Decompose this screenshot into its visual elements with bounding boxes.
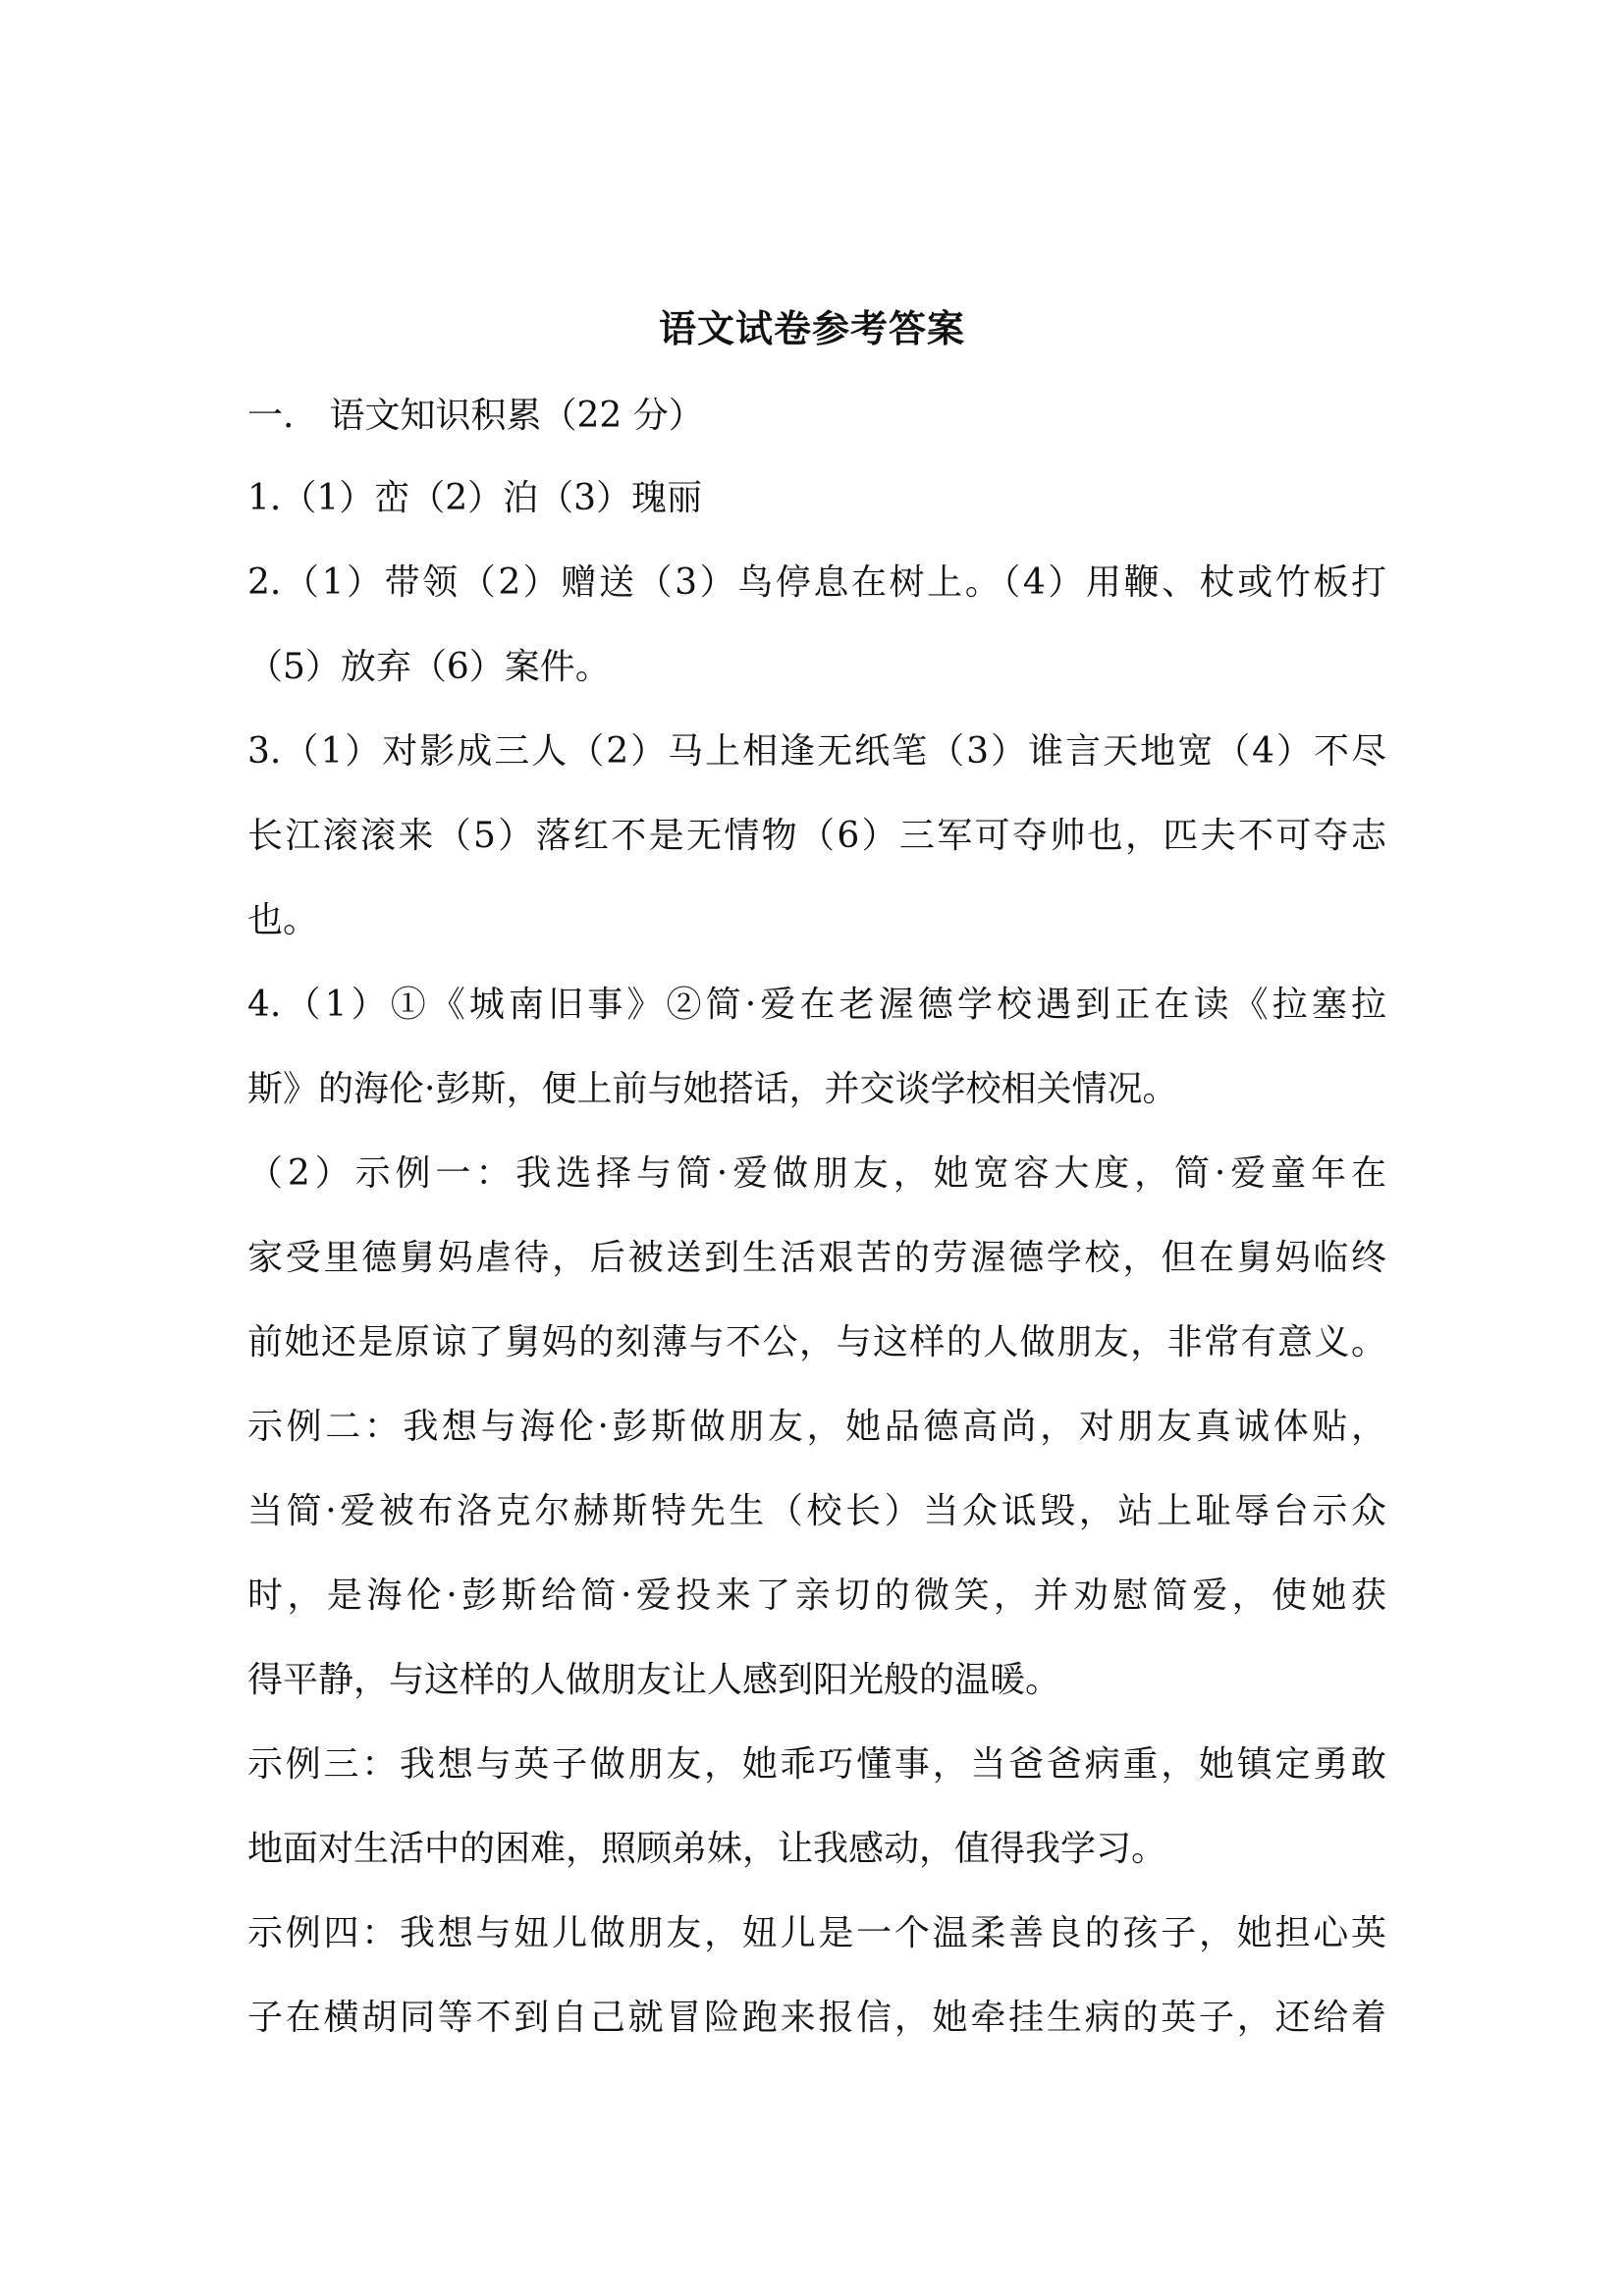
answer-line-7: 4.（1）①《城南旧事》②简·爱在老渥德学校遇到正在读《拉塞拉 — [247, 985, 1386, 1025]
answer-line-8: 斯》的海伦·彭斯，便上前与她搭话，并交谈学校相关情况。 — [247, 1069, 1178, 1109]
answer-line-18: 示例四：我想与妞儿做朋友，妞儿是一个温柔善良的孩子，她担心英 — [247, 1913, 1386, 1953]
answer-line-11: 前她还是原谅了舅妈的刻薄与不公，与这样的人做朋友，非常有意义。 — [247, 1322, 1386, 1362]
answer-line-9: （2）示例一：我选择与简·爱做朋友，她宽容大度，简·爱童年在 — [247, 1153, 1386, 1194]
answer-line-17: 地面对生活中的困难，照顾弟妹，让我感动，值得我学习。 — [247, 1829, 1167, 1869]
answer-line-6: 也。 — [247, 900, 319, 940]
section-heading: 一. 语文知识积累（22 分） — [247, 396, 704, 436]
answer-line-5: 长江滚滚来（5）落红不是无情物（6）三军可夺帅也，匹夫不可夺志 — [247, 816, 1386, 856]
answer-line-2: 2.（1）带领（2）赠送（3）鸟停息在树上。（4）用鞭、杖或竹板打 — [247, 562, 1386, 603]
answer-line-1: 1.（1）峦（2）泊（3）瑰丽 — [247, 478, 703, 518]
answer-line-12: 示例二：我想与海伦·彭斯做朋友，她品德高尚，对朋友真诚体贴， — [247, 1407, 1386, 1447]
answer-line-10: 家受里德舅妈虐待，后被送到生活艰苦的劳渥德学校，但在舅妈临终 — [247, 1238, 1386, 1278]
answer-line-13: 当简·爱被布洛克尔赫斯特先生（校长）当众诋毁，站上耻辱台示众 — [247, 1491, 1386, 1531]
document-title: 语文试卷参考答案 — [658, 306, 965, 350]
answer-line-14: 时，是海伦·彭斯给简·爱投来了亲切的微笑，并劝慰简爱，使她获 — [247, 1575, 1386, 1616]
answer-line-15: 得平静，与这样的人做朋友让人感到阳光般的温暖。 — [247, 1660, 1061, 1700]
answer-line-16: 示例三：我想与英子做朋友，她乖巧懂事，当爸爸病重，她镇定勇敢 — [247, 1744, 1386, 1785]
answer-line-3: （5）放弃（6）案件。 — [247, 647, 611, 687]
answer-line-19: 子在横胡同等不到自己就冒险跑来报信，她牵挂生病的英子，还给着 — [247, 1998, 1386, 2038]
answer-line-4: 3.（1）对影成三人（2）马上相逢无纸笔（3）谁言天地宽（4）不尽 — [247, 731, 1386, 772]
